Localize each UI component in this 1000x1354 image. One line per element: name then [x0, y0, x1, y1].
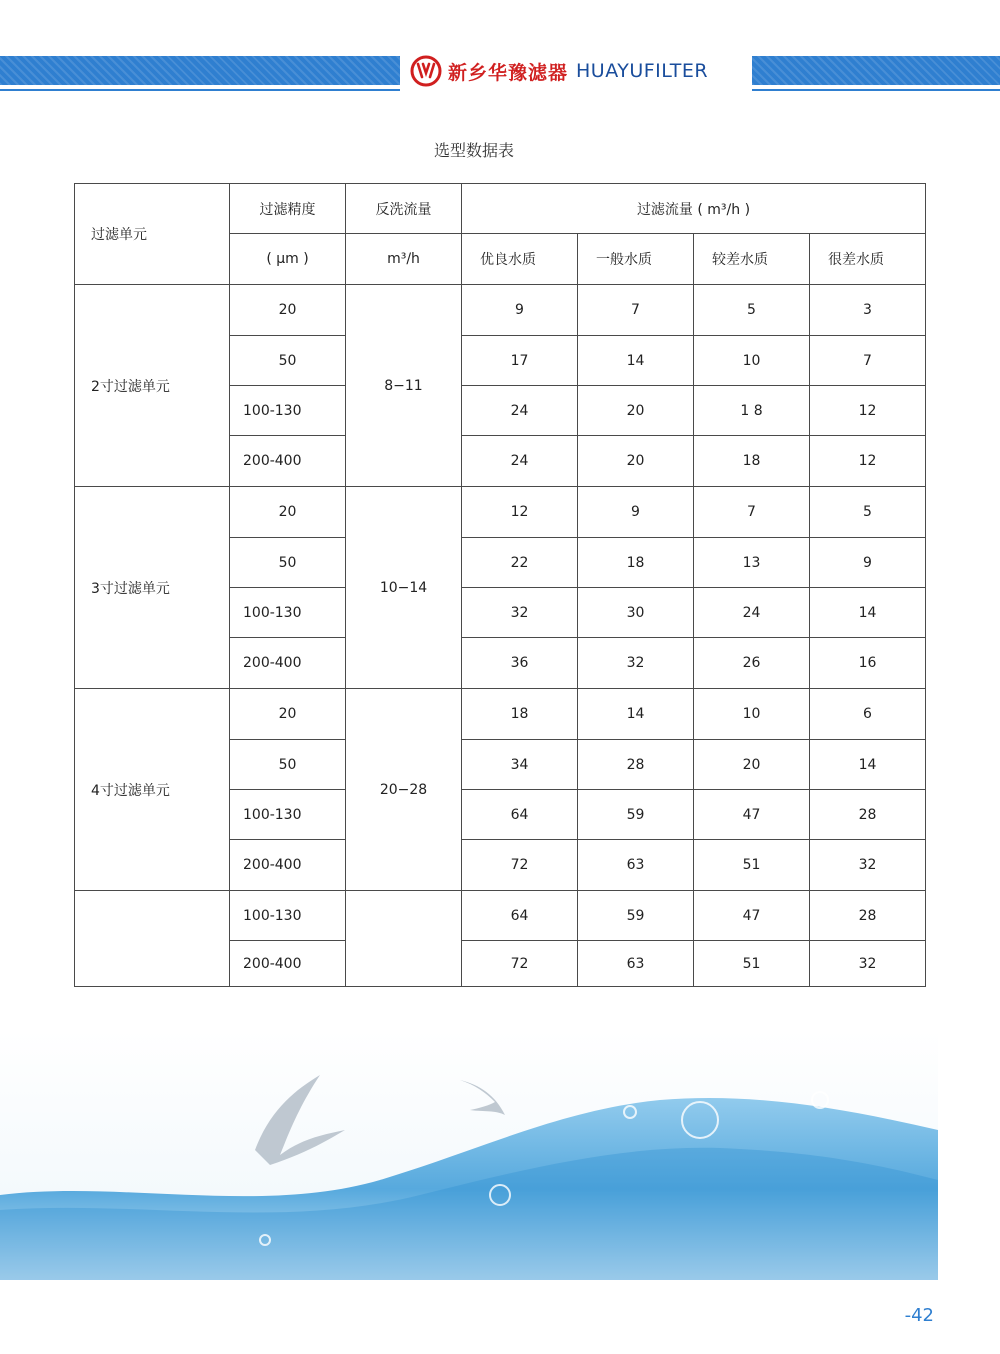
flow-value-cell: 24 [694, 588, 810, 638]
flow-value-cell: 26 [694, 638, 810, 689]
precision-cell: 50 [230, 336, 346, 386]
flow-value-cell: 47 [694, 790, 810, 840]
header-quality-excellent: 优良水质 [462, 234, 578, 285]
flow-value-cell: 36 [462, 638, 578, 689]
brand [410, 54, 750, 88]
flow-value-cell: 7 [810, 336, 926, 386]
precision-cell: 200-400 [230, 840, 346, 891]
flow-value-cell: 22 [462, 538, 578, 588]
brand-name-en: HUAYUFILTER [576, 60, 709, 82]
header-line-left [0, 89, 400, 91]
header-quality-normal: 一般水质 [578, 234, 694, 285]
flow-value-cell: 18 [578, 538, 694, 588]
water-wave-illustration [0, 1030, 938, 1280]
flow-value-cell: 3 [810, 285, 926, 336]
flow-value-cell: 18 [462, 689, 578, 740]
flow-value-cell: 30 [578, 588, 694, 638]
backwash-cell [346, 891, 462, 987]
flow-value-cell: 7 [578, 285, 694, 336]
flow-value-cell: 47 [694, 891, 810, 941]
header-line-right [752, 89, 1000, 91]
header-precision-unit: ( μm ) [230, 234, 346, 285]
flow-value-cell: 20 [578, 436, 694, 487]
flow-value-cell: 28 [810, 790, 926, 840]
flow-value-cell: 34 [462, 740, 578, 790]
flow-value-cell: 32 [578, 638, 694, 689]
precision-cell: 100-130 [230, 386, 346, 436]
flow-value-cell: 1 8 [694, 386, 810, 436]
filter-unit-cell: 2寸过滤单元 [75, 285, 230, 487]
header-precision: 过滤精度 [230, 184, 346, 234]
header-backwash-unit: m³/h [346, 234, 462, 285]
flow-value-cell: 32 [810, 941, 926, 987]
flow-value-cell: 64 [462, 891, 578, 941]
precision-cell: 20 [230, 487, 346, 538]
backwash-cell: 20−28 [346, 689, 462, 891]
flow-value-cell: 72 [462, 840, 578, 891]
brand-logo-icon [410, 55, 442, 87]
flow-value-cell: 18 [694, 436, 810, 487]
precision-cell: 200-400 [230, 436, 346, 487]
flow-value-cell: 9 [578, 487, 694, 538]
header-quality-poor: 较差水质 [694, 234, 810, 285]
flow-value-cell: 63 [578, 840, 694, 891]
flow-value-cell: 59 [578, 891, 694, 941]
table-header-row [75, 184, 926, 234]
backwash-cell: 10−14 [346, 487, 462, 689]
flow-value-cell: 14 [810, 588, 926, 638]
precision-cell: 50 [230, 740, 346, 790]
page-title: 选型数据表 [433, 141, 514, 160]
header-backwash: 反洗流量 [346, 184, 462, 234]
flow-value-cell: 51 [694, 941, 810, 987]
precision-cell: 100-130 [230, 588, 346, 638]
flow-value-cell: 20 [578, 386, 694, 436]
flow-value-cell: 72 [462, 941, 578, 987]
flow-value-cell: 24 [462, 436, 578, 487]
flow-value-cell: 51 [694, 840, 810, 891]
flow-value-cell: 12 [462, 487, 578, 538]
flow-value-cell: 64 [462, 790, 578, 840]
precision-cell: 50 [230, 538, 346, 588]
filter-unit-cell [75, 891, 230, 987]
table-row [75, 689, 926, 740]
precision-cell: 100-130 [230, 891, 346, 941]
header-bar-right [752, 56, 1000, 85]
flow-value-cell: 5 [694, 285, 810, 336]
filter-unit-cell: 4寸过滤单元 [75, 689, 230, 891]
flow-value-cell: 17 [462, 336, 578, 386]
flow-value-cell: 20 [694, 740, 810, 790]
flow-value-cell: 14 [578, 336, 694, 386]
table-row [75, 285, 926, 336]
header-unit: 过滤单元 [75, 184, 230, 285]
page-number: -42 [904, 1305, 934, 1326]
filter-unit-cell: 3寸过滤单元 [75, 487, 230, 689]
flow-value-cell: 12 [810, 436, 926, 487]
table-row [75, 487, 926, 538]
flow-value-cell: 13 [694, 538, 810, 588]
header-bar-left [0, 56, 400, 85]
flow-value-cell: 10 [694, 336, 810, 386]
table-row [75, 891, 926, 941]
flow-value-cell: 63 [578, 941, 694, 987]
flow-value-cell: 6 [810, 689, 926, 740]
flow-value-cell: 5 [810, 487, 926, 538]
flow-value-cell: 9 [462, 285, 578, 336]
flow-value-cell: 24 [462, 386, 578, 436]
precision-cell: 100-130 [230, 790, 346, 840]
flow-value-cell: 10 [694, 689, 810, 740]
brand-name-cn: 新乡华豫滤器 [448, 61, 569, 84]
precision-cell: 200-400 [230, 638, 346, 689]
flow-value-cell: 59 [578, 790, 694, 840]
flow-value-cell: 32 [810, 840, 926, 891]
flow-value-cell: 16 [810, 638, 926, 689]
flow-value-cell: 14 [578, 689, 694, 740]
precision-cell: 20 [230, 689, 346, 740]
precision-cell: 20 [230, 285, 346, 336]
selection-data-table [74, 183, 926, 987]
precision-cell: 200-400 [230, 941, 346, 987]
backwash-cell: 8−11 [346, 285, 462, 487]
flow-value-cell: 7 [694, 487, 810, 538]
header-quality-very-poor: 很差水质 [810, 234, 926, 285]
flow-value-cell: 28 [578, 740, 694, 790]
flow-value-cell: 32 [462, 588, 578, 638]
flow-value-cell: 14 [810, 740, 926, 790]
flow-value-cell: 9 [810, 538, 926, 588]
flow-value-cell: 28 [810, 891, 926, 941]
header-flow: 过滤流量 ( m³/h ) [462, 184, 926, 234]
flow-value-cell: 12 [810, 386, 926, 436]
